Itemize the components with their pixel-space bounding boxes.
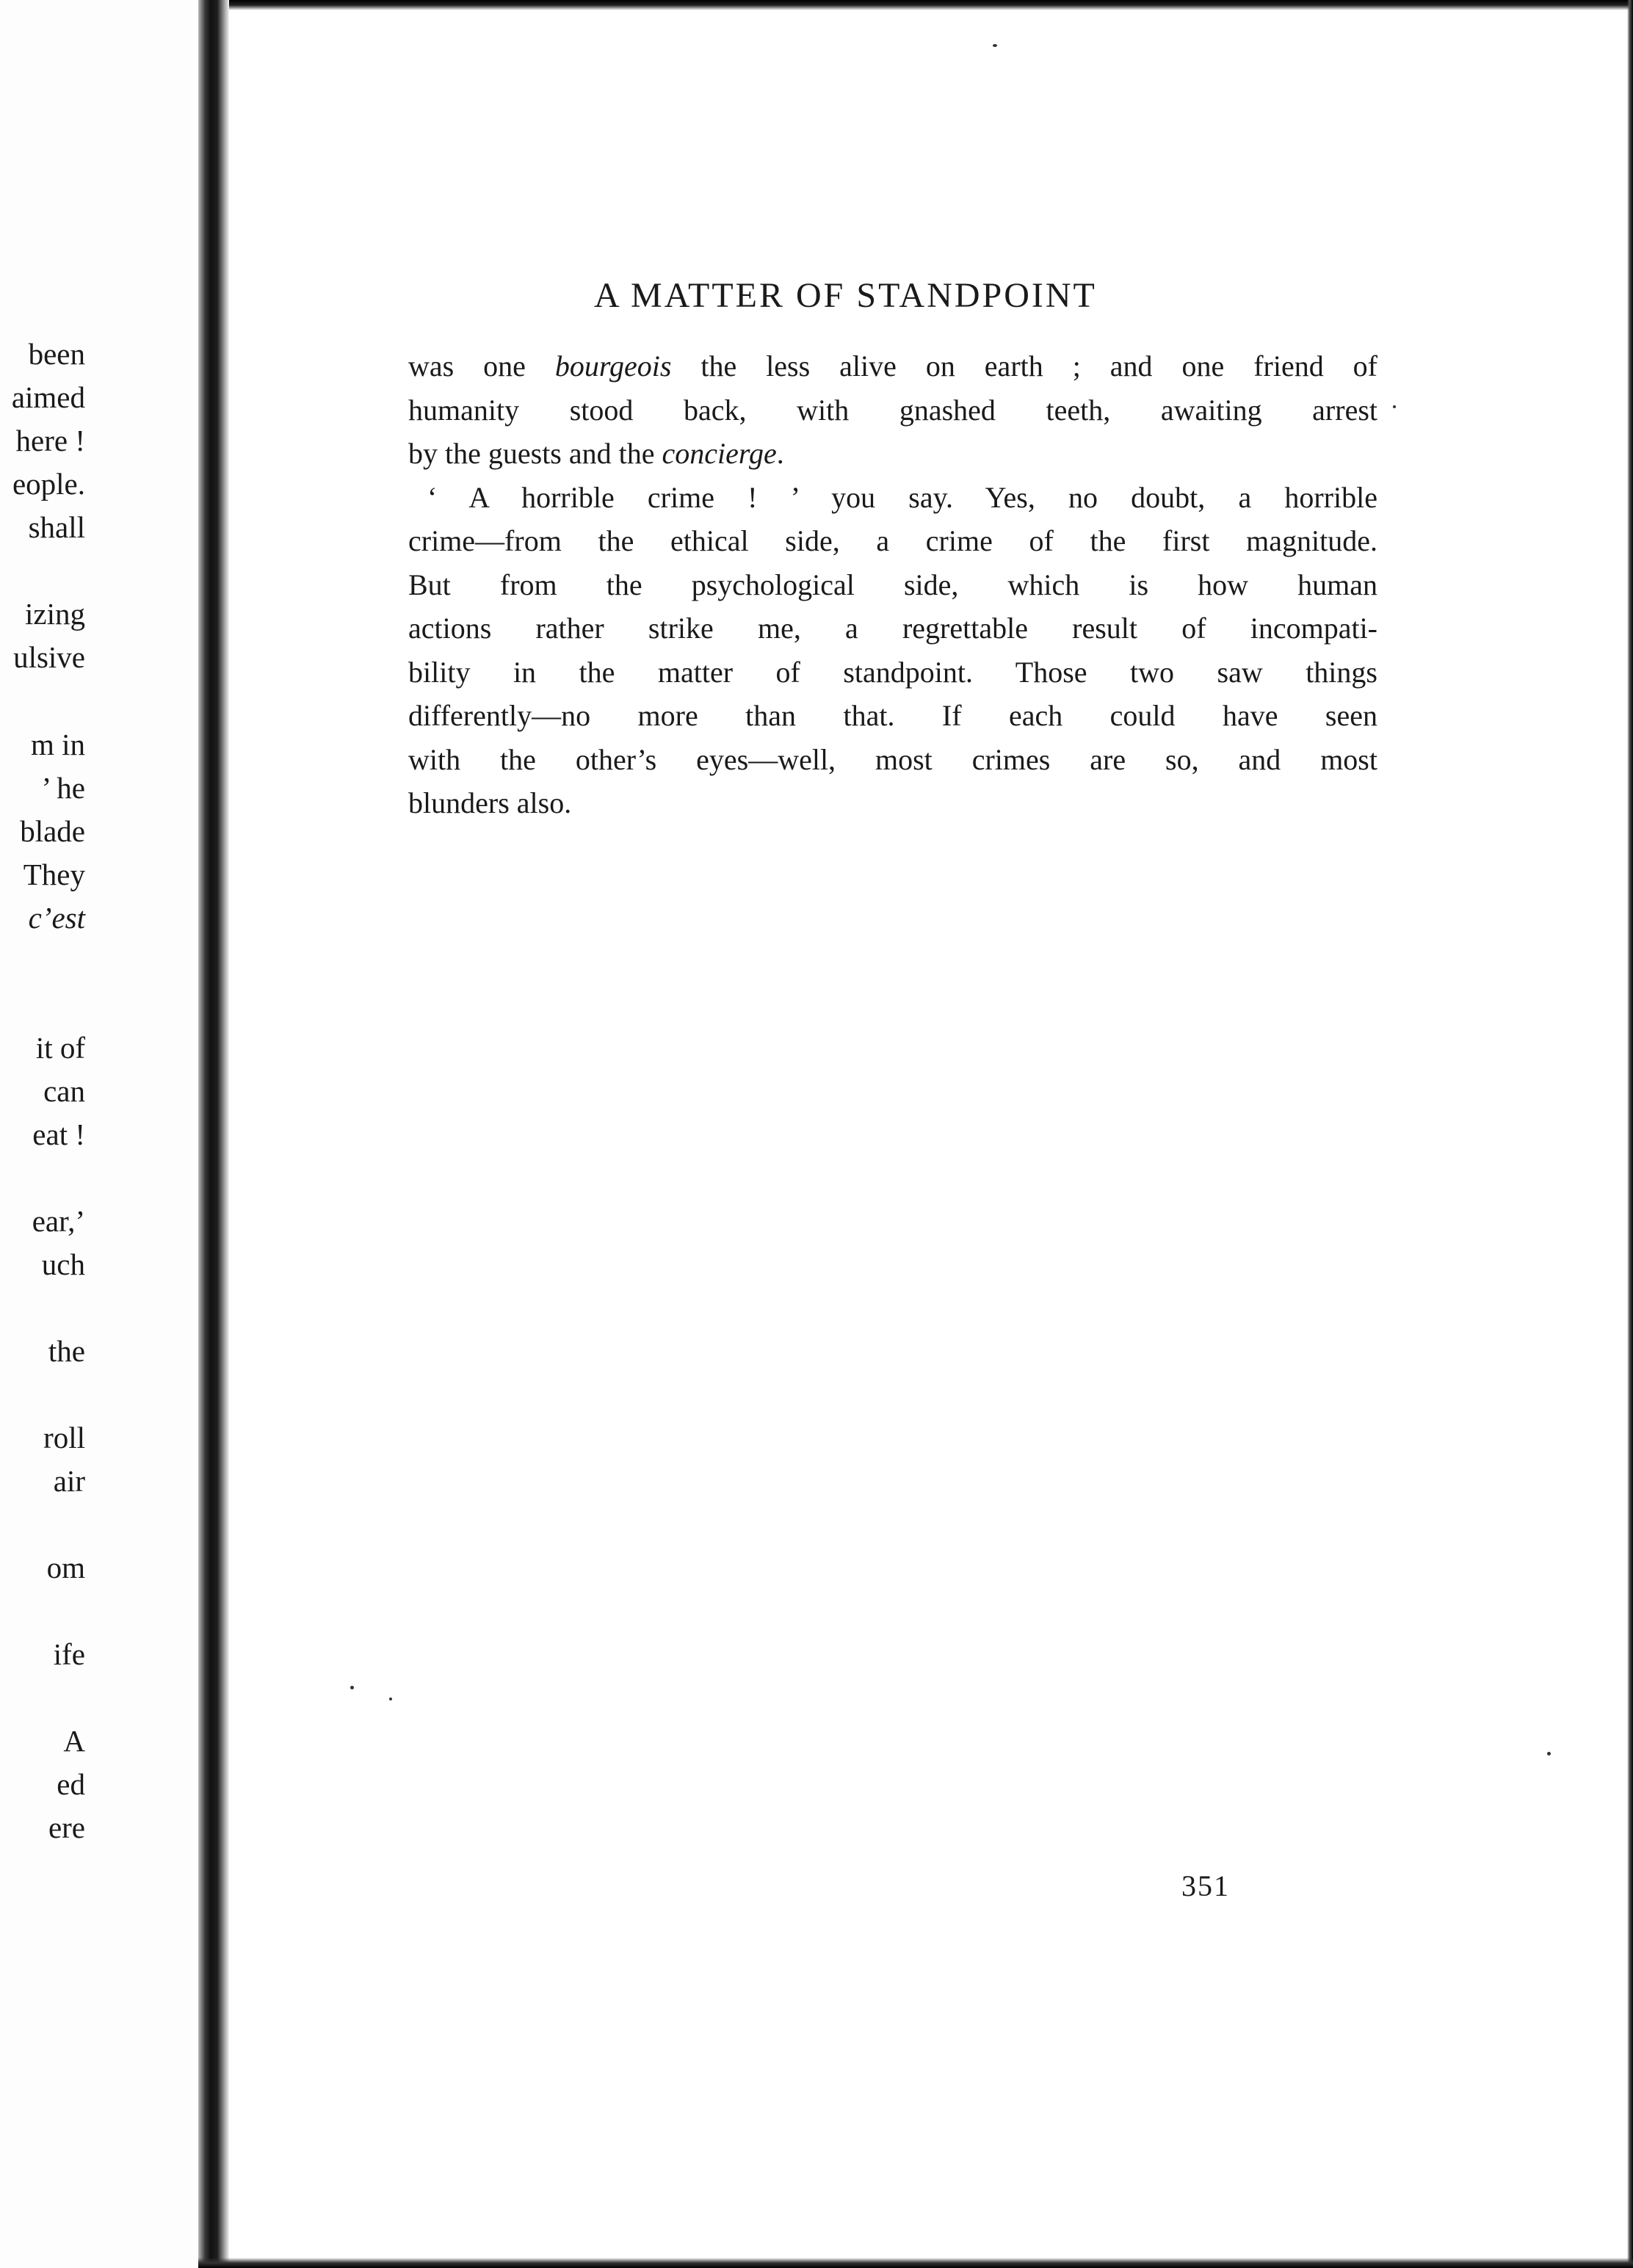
scan-top-edge xyxy=(229,0,1633,10)
left-page-fragment: ed xyxy=(57,1767,85,1801)
left-page-fragment: been xyxy=(28,337,85,371)
text-line: by the guests and the concierge. xyxy=(408,437,784,470)
text-line: crime—from the ethical side, a crime of the first magnitude. xyxy=(408,524,1377,557)
text-line: ‘ A horrible crime ! ’ you say. Yes, no doubt, a horrible xyxy=(427,480,1377,514)
page-number: 351 xyxy=(1181,1869,1230,1902)
left-page-fragment: izing xyxy=(25,597,85,631)
text-line: actions rather strike me, a regrettable result of incompati- xyxy=(408,612,1377,645)
dust-speck xyxy=(350,1686,354,1689)
left-page-fragment: c’est xyxy=(28,901,85,935)
left-page-fragment: uch xyxy=(41,1247,85,1281)
left-page-fragment: ulsive xyxy=(13,640,85,674)
book-gutter xyxy=(198,0,229,2268)
paragraph-1 xyxy=(408,344,1377,476)
left-page-fragment: here ! xyxy=(15,424,85,457)
text-line: differently—no more than that. If each could have seen xyxy=(408,699,1377,732)
left-page-fragment: roll xyxy=(43,1421,85,1454)
italic-word: bourgeois xyxy=(554,349,672,383)
left-page-fragment: m in xyxy=(30,728,85,761)
left-page-fragment: it of xyxy=(35,1031,85,1065)
left-page-fragment: aimed xyxy=(11,380,85,414)
left-page-fragment: ’ he xyxy=(41,771,85,805)
left-page-fragment: eat ! xyxy=(32,1117,85,1151)
left-page-fragment: the xyxy=(48,1334,85,1368)
scan-bottom-edge xyxy=(198,2258,1633,2268)
dust-speck xyxy=(993,44,997,47)
book-page xyxy=(229,10,1627,2258)
italic-word: concierge xyxy=(662,437,777,470)
left-page-fragment: ife xyxy=(53,1637,85,1671)
text-line: bility in the matter of standpoint. Those two saw things xyxy=(408,655,1377,689)
dust-speck xyxy=(389,1698,392,1700)
running-head: A MATTER OF STANDPOINT xyxy=(594,276,1097,315)
left-page-fragment: ear,’ xyxy=(32,1204,85,1238)
dust-speck xyxy=(1393,405,1396,408)
text-line: was one bourgeois the less alive on earth ; and one friend of xyxy=(408,349,1377,383)
left-facing-page xyxy=(0,0,220,2268)
left-page-fragment: blade xyxy=(20,814,85,848)
scan-right-edge xyxy=(1627,0,1633,2268)
dust-speck xyxy=(1547,1752,1551,1756)
page-body xyxy=(408,344,1377,825)
text-line: blunders also. xyxy=(408,786,572,819)
text-line: with the other’s eyes—well, most crimes are so, and most xyxy=(408,742,1377,776)
left-page-fragment: eople. xyxy=(12,467,85,501)
left-page-fragment: ere xyxy=(48,1811,85,1844)
left-page-fragment: A xyxy=(63,1724,85,1758)
left-page-fragment: shall xyxy=(28,510,85,544)
paragraph-2 xyxy=(408,476,1377,825)
text-line: But from the psychological side, which is how human xyxy=(408,568,1377,601)
left-page-fragment: om xyxy=(46,1551,85,1584)
left-page-fragment: air xyxy=(53,1464,85,1498)
text-line: humanity stood back, with gnashed teeth, awaiting arrest xyxy=(408,393,1377,427)
left-page-fragment: They xyxy=(23,858,85,891)
left-page-fragment: can xyxy=(43,1074,85,1108)
